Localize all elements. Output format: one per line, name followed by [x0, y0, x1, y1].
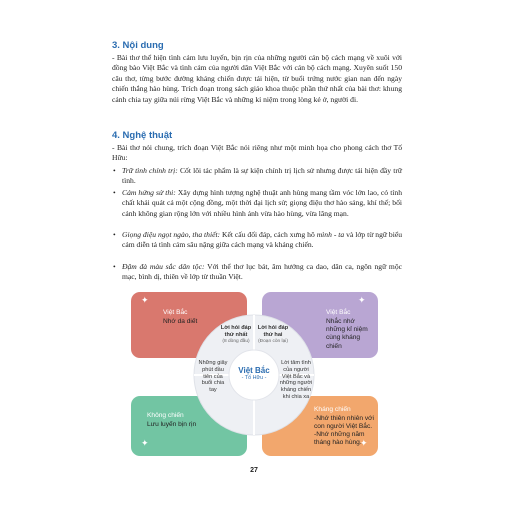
bullet-lead: Đậm đà màu sắc dân tộc:	[122, 262, 205, 271]
bullet-lead: Trữ tình chính trị:	[122, 166, 178, 175]
segment-main: Lời hỏi đáp thứ nhất	[220, 325, 252, 338]
left-segment: Những giây phút đầu tiên của buổi chia tay	[198, 360, 228, 394]
segment-sub: (Đoạn còn lại)	[258, 338, 288, 344]
section-3-text: - Bài thơ thể hiện tình cảm lưu luyến, bịn rịn của những người cán bộ cách mạng về xuôi với đồng bào Việt Bắc và tình cảm của người dân Việt Bắc với cán bộ cách mạng. Xuyên suốt 150 câu thơ, từng bước đường kháng chiến được tái hiện, từ buổi trứng nước gian nan đến ngày chiến thắng hào hùng. Trích đoạn trong sách giáo khoa thuộc phần thứ nhất của bài thơ: khung cảnh chia tay giữa núi rừng Việt Bắc và những kỉ niệm trong lòng kẻ ở, người đi.	[112, 53, 402, 104]
bullet-body: Xây dựng hình tượng nghệ thuật anh hùng mang tầm vóc lớn lao, có tính chất khái quát cả một cộng đồng, một thời đại lịch sử; giọng điệu thơ hào sảng, khí thế; bối cảnh không gian rộng lớn với nhiều hình ảnh vừa hào hùng, vừa lãng mạn.	[122, 188, 403, 218]
card-text: Nhớ da diết	[163, 318, 198, 325]
segment-sub: (8 dòng đầu)	[222, 338, 250, 344]
card-title: Không chiến	[147, 412, 184, 419]
center-title: Việt Bắc	[238, 366, 270, 375]
card-text-line-2: -Nhớ những năm tháng hào hùng.	[314, 431, 365, 447]
center-subtitle: - Tố Hữu -	[241, 375, 267, 381]
bullet-lead: Giọng điệu ngọt ngào, tha thiết:	[122, 230, 221, 239]
top-right-segment	[255, 325, 291, 345]
bullet-dot: •	[113, 262, 116, 271]
bullet-dot: •	[113, 166, 116, 175]
bullet-lead: Cảm hứng sử thi:	[122, 188, 176, 197]
bullet-dot: •	[113, 230, 116, 239]
sparkle-icon: ✦	[360, 439, 368, 449]
card-text: Nhắc nhớ những kỉ niệm cùng kháng chiến	[326, 318, 368, 350]
sparkle-icon: ✦	[141, 296, 149, 306]
card-title: Việt Bắc	[326, 309, 351, 316]
page-number: 27	[250, 467, 258, 474]
card-title: Kháng chiến	[314, 406, 351, 413]
bullet-body: Cốt lõi tác phẩm là sự kiện chính trị lịch sử nhưng được tái hiện đầy trữ tình.	[122, 166, 403, 186]
bullet-body: Với thể thơ lục bát, âm hưởng ca dao, dân ca, ngôn ngữ mộc mạc, bình dị, thiên về lớp từ thuần Việt.	[122, 262, 402, 282]
card-title: Việt Bắc	[163, 309, 188, 316]
segment-main: Lời hỏi đáp thứ hai	[257, 325, 289, 338]
sparkle-icon: ✦	[358, 296, 366, 306]
card-text: Lưu luyến bịn rịn	[147, 421, 197, 428]
top-left-segment	[218, 325, 254, 345]
center-label	[229, 366, 279, 382]
bullet-italic: mình - ta	[316, 230, 345, 239]
sparkle-icon: ✦	[141, 439, 149, 449]
bullet-body: Kết cấu đối đáp, cách xưng hô	[220, 230, 317, 239]
section-4-title: 4. Nghệ thuật	[112, 130, 173, 141]
section-4-intro: - Bài thơ nói chung, trích đoạn Việt Bắc nói riêng như một minh họa cho phong cách thơ Tố Hữu:	[112, 143, 402, 163]
bullet-dot: •	[113, 188, 116, 197]
section-3-title: 3. Nội dung	[112, 40, 164, 51]
bullet-body-2: và lớp từ ngữ biểu cảm diễn tả tình cảm sâu nặng giữa cách mạng và kháng chiến.	[122, 230, 403, 250]
card-text-line-1: -Nhớ thiên nhiên với con người Việt Bắc.	[314, 415, 374, 431]
right-segment: Lời tâm tình của người Việt Bắc và những người kháng chiến khi chia xa	[279, 360, 313, 400]
